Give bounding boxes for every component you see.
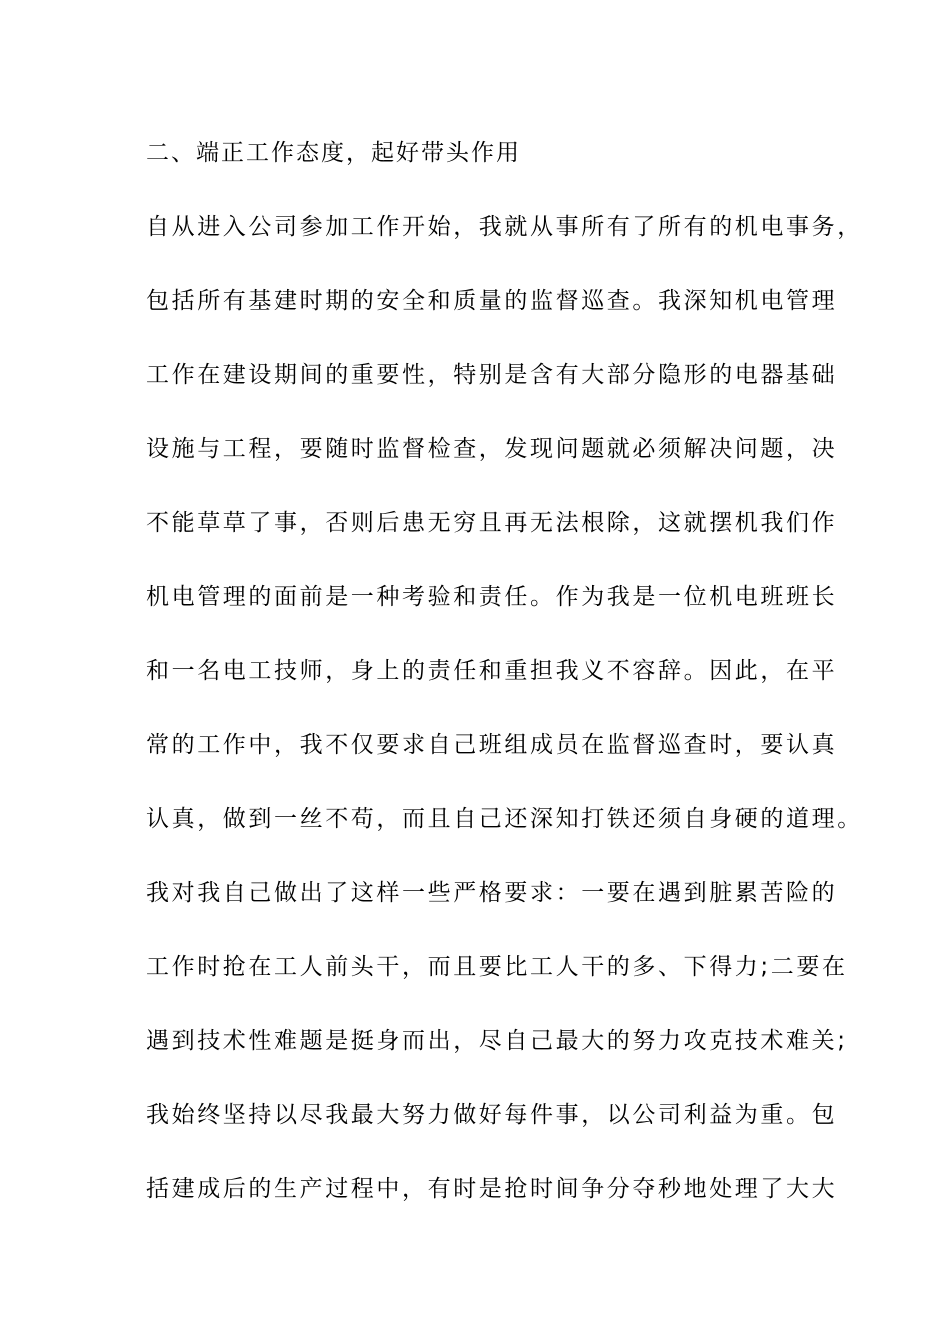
section-heading: 二、端正工作态度，起好带头作用 [146,140,521,166]
paragraph-line: 工作时抢在工人前头干，而且要比工人干的多、下得力;二要在 [146,954,848,980]
document-body [146,130,863,1240]
paragraph-line: 我对我自己做出了这样一些严格要求：一要在遇到脏累苦险的 [146,880,838,906]
paragraph-line: 不能草草了事，否则后患无穷且再无法根除，这就摆机我们作 [146,510,838,536]
paragraph-line: 括建成后的生产过程中，有时是抢时间争分夺秒地处理了大大 [146,1176,838,1202]
paragraph-line: 我始终坚持以尽我最大努力做好每件事，以公司利益为重。包 [146,1102,838,1128]
paragraph-line: 设施与工程，要随时监督检查，发现问题就必须解决问题，决 [146,436,838,462]
paragraph-line: 自从进入公司参加工作开始，我就从事所有了所有的机电事务， [146,214,863,240]
paragraph-line: 遇到技术性难题是挺身而出，尽自己最大的努力攻克技术难关; [146,1028,848,1054]
paragraph-line: 工作在建设期间的重要性，特别是含有大部分隐形的电器基础 [146,362,838,388]
paragraph-line: 机电管理的面前是一种考验和责任。作为我是一位机电班班长 [146,584,838,610]
paragraph-line: 和一名电工技师，身上的责任和重担我义不容辞。因此，在平 [146,658,838,684]
paragraph-line: 认真，做到一丝不苟，而且自己还深知打铁还须自身硬的道理。 [146,806,863,832]
paragraph-line: 常的工作中，我不仅要求自己班组成员在监督巡查时，要认真 [146,732,838,758]
paragraph-line: 包括所有基建时期的安全和质量的监督巡查。我深知机电管理 [146,288,838,314]
